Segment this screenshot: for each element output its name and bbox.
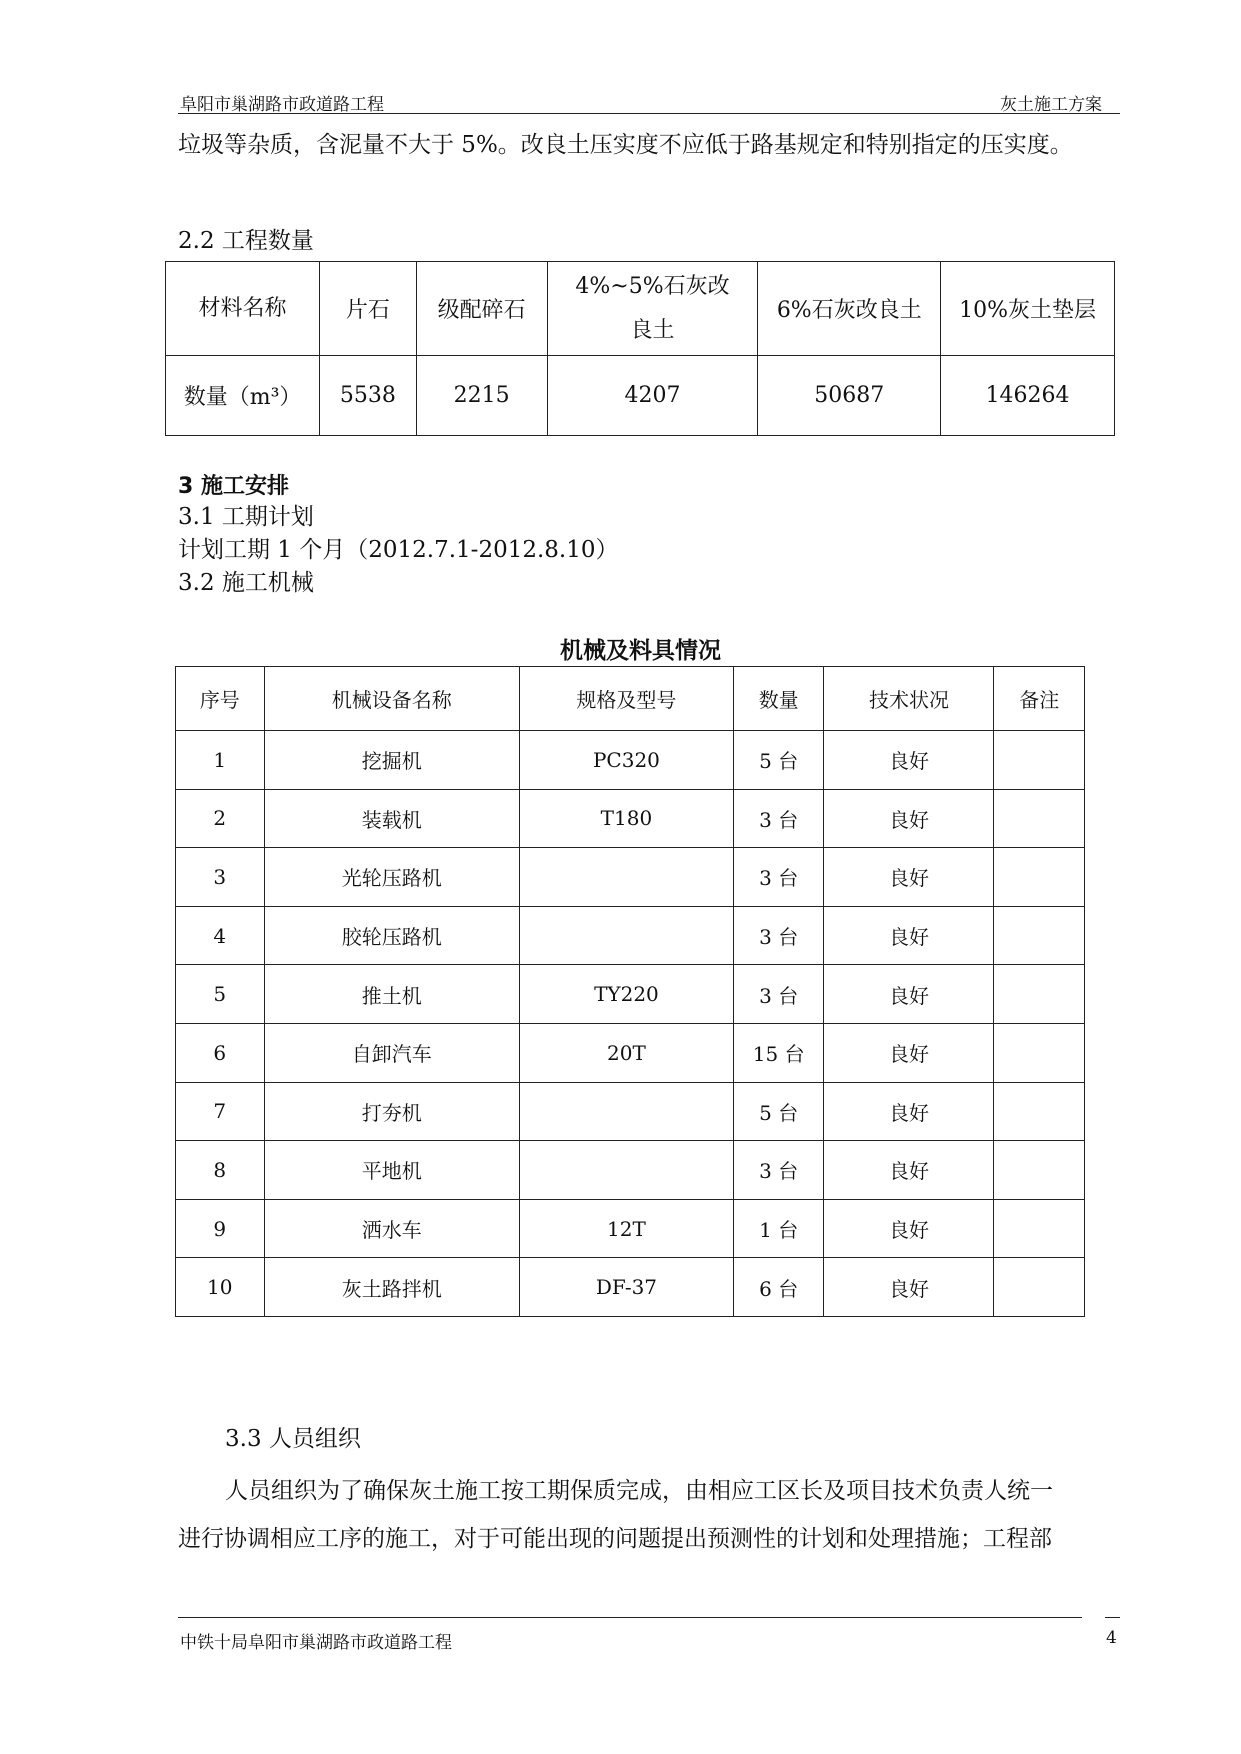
quantity-header-col: 4%~5%石灰改良土 (547, 262, 758, 356)
machine-index: 10 (176, 1258, 265, 1317)
machine-condition: 良好 (824, 1258, 994, 1317)
machine-table-row (176, 965, 1085, 1024)
section-3-2-heading: 3.2 施工机械 (178, 570, 314, 596)
machine-name: 挖掘机 (264, 731, 519, 790)
machine-model: PC320 (519, 731, 733, 790)
machine-header-cell: 规格及型号 (519, 667, 733, 731)
machine-index: 5 (176, 965, 265, 1024)
machine-remark (994, 1199, 1085, 1258)
quantity-header-col: 片石 (320, 262, 417, 356)
machine-condition: 良好 (824, 731, 994, 790)
header-right: 灰土施工方案 (1000, 95, 1102, 115)
machine-name: 平地机 (264, 1141, 519, 1200)
quantity-table (165, 261, 1115, 436)
machine-index: 7 (176, 1082, 265, 1141)
machine-header-cell: 备注 (994, 667, 1085, 731)
quantity-header-col: 级配碎石 (416, 262, 547, 356)
intro-line: 垃圾等杂质，含泥量不大于 5%。改良土压实度不应低于路基规定和特别指定的压实度。 (178, 132, 1073, 158)
machine-condition: 良好 (824, 789, 994, 848)
machine-name: 推土机 (264, 965, 519, 1024)
machine-table-title: 机械及料具情况 (560, 638, 721, 664)
quantity-table-value-row (166, 356, 1115, 436)
section-3-heading: 3 施工安排 (178, 474, 289, 499)
machine-model (519, 906, 733, 965)
quantity-row-label: 数量（m³） (166, 356, 320, 436)
quantity-value: 5538 (320, 356, 417, 436)
machine-count: 15 台 (733, 1023, 824, 1082)
header-divider (178, 113, 1120, 114)
machine-table-row (176, 789, 1085, 848)
machine-table (175, 666, 1085, 1317)
machine-remark (994, 1258, 1085, 1317)
paragraph-3-3-line-2: 进行协调相应工序的施工，对于可能出现的问题提出预测性的计划和处理措施；工程部 (178, 1526, 1052, 1552)
quantity-header-col: 6%石灰改良土 (758, 262, 941, 356)
page-number: 4 (1106, 1628, 1117, 1648)
machine-table-row (176, 848, 1085, 907)
machine-header-cell: 数量 (733, 667, 824, 731)
page-number-rule (1105, 1617, 1120, 1618)
machine-model (519, 1082, 733, 1141)
machine-table-body (176, 731, 1085, 1317)
machine-name: 胶轮压路机 (264, 906, 519, 965)
machine-index: 4 (176, 906, 265, 965)
machine-remark (994, 965, 1085, 1024)
machine-condition: 良好 (824, 965, 994, 1024)
machine-table-row (176, 731, 1085, 790)
machine-model: DF-37 (519, 1258, 733, 1317)
machine-index: 1 (176, 731, 265, 790)
machine-index: 2 (176, 789, 265, 848)
machine-remark (994, 789, 1085, 848)
machine-count: 6 台 (733, 1258, 824, 1317)
quantity-value: 50687 (758, 356, 941, 436)
machine-name: 洒水车 (264, 1199, 519, 1258)
machine-remark (994, 906, 1085, 965)
quantity-value: 146264 (941, 356, 1115, 436)
machine-table-row (176, 1082, 1085, 1141)
machine-table-row (176, 1199, 1085, 1258)
machine-remark (994, 848, 1085, 907)
machine-count: 3 台 (733, 906, 824, 965)
machine-name: 灰土路拌机 (264, 1258, 519, 1317)
machine-header-cell: 机械设备名称 (264, 667, 519, 731)
machine-condition: 良好 (824, 848, 994, 907)
footer-divider (178, 1617, 1082, 1618)
machine-header-cell: 技术状况 (824, 667, 994, 731)
machine-condition: 良好 (824, 1141, 994, 1200)
machine-count: 5 台 (733, 1082, 824, 1141)
section-2-2-heading: 2.2 工程数量 (178, 228, 314, 254)
machine-model (519, 848, 733, 907)
machine-remark (994, 1023, 1085, 1082)
machine-index: 6 (176, 1023, 265, 1082)
machine-model: 20T (519, 1023, 733, 1082)
machine-count: 3 台 (733, 965, 824, 1024)
quantity-header-material: 材料名称 (166, 262, 320, 356)
quantity-value: 2215 (416, 356, 547, 436)
machine-count: 5 台 (733, 731, 824, 790)
machine-model: T180 (519, 789, 733, 848)
machine-count: 3 台 (733, 789, 824, 848)
paragraph-3-3-line-1: 人员组织为了确保灰土施工按工期保质完成，由相应工区长及项目技术负责人统一 (225, 1478, 1053, 1504)
schedule-text: 计划工期 1 个月（2012.7.1-2012.8.10） (178, 537, 619, 563)
machine-remark (994, 731, 1085, 790)
machine-name: 打夯机 (264, 1082, 519, 1141)
machine-index: 3 (176, 848, 265, 907)
machine-header-cell: 序号 (176, 667, 265, 731)
machine-table-row (176, 1258, 1085, 1317)
machine-table-row (176, 1141, 1085, 1200)
footer-left: 中铁十局阜阳市巢湖路市政道路工程 (180, 1633, 452, 1653)
machine-condition: 良好 (824, 1199, 994, 1258)
machine-model: 12T (519, 1199, 733, 1258)
machine-condition: 良好 (824, 1023, 994, 1082)
machine-table-row (176, 1023, 1085, 1082)
quantity-header-col: 10%灰土垫层 (941, 262, 1115, 356)
machine-table-row (176, 906, 1085, 965)
machine-name: 自卸汽车 (264, 1023, 519, 1082)
machine-condition: 良好 (824, 906, 994, 965)
quantity-table-header-row (166, 262, 1115, 356)
machine-condition: 良好 (824, 1082, 994, 1141)
machine-count: 3 台 (733, 1141, 824, 1200)
machine-count: 3 台 (733, 848, 824, 907)
header-left: 阜阳市巢湖路市政道路工程 (180, 95, 384, 115)
machine-count: 1 台 (733, 1199, 824, 1258)
section-3-1-heading: 3.1 工期计划 (178, 504, 314, 530)
machine-index: 9 (176, 1199, 265, 1258)
quantity-value: 4207 (547, 356, 758, 436)
machine-name: 光轮压路机 (264, 848, 519, 907)
machine-remark (994, 1082, 1085, 1141)
machine-table-header-row (176, 667, 1085, 731)
machine-remark (994, 1141, 1085, 1200)
machine-model: TY220 (519, 965, 733, 1024)
machine-name: 装载机 (264, 789, 519, 848)
machine-model (519, 1141, 733, 1200)
section-3-3-heading: 3.3 人员组织 (225, 1426, 361, 1452)
machine-index: 8 (176, 1141, 265, 1200)
